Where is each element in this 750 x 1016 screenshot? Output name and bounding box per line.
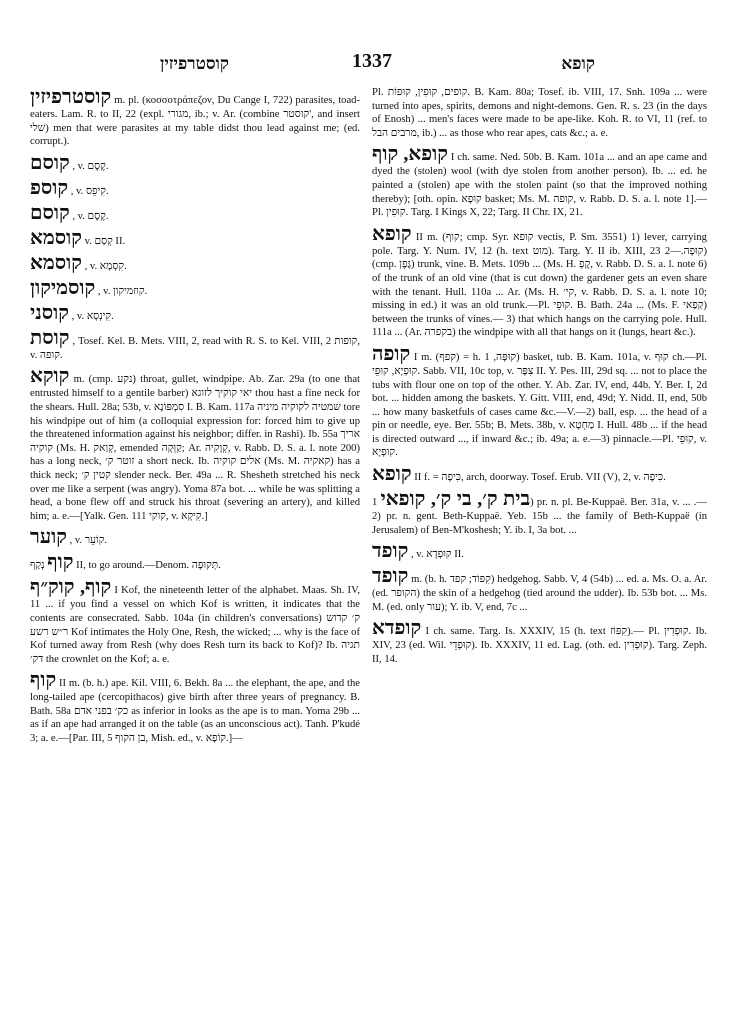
dictionary-entry (30, 302, 360, 324)
entry-text: II m. (קוף; cmp. Syr. קופא vectis, P. Sm. 3551) 1) lever, carrying pole. Targ. Y. Num. IV, 12 (h. text מוט). Targ. Y. II ib. XIII, 23 קוּפָה.—2) (cmp. גֶּפֶן) trunk, vine. B. Mets. 109b ... (Ms. H. קֶפָ, v. Rabb. D. S. a. l. note 6) of the trunk of an old vine (that is cut down) the gardener gets an even share with the tenant. Hull. 110a ... Ar. (Ms. H. קי׳, v. Rabb. D. S. a. l. note 10; missing in ed.) it was an old trunk.—Pl. קוּפֵי. B. Bath. 24a ... (Ms. F. קַפַאי) between the trunks of vines.— 3) that which hangs on the carrying pole. Hull. 111a ... (Ar. בקפרה) the windpipe with all that hangs on it (lungs, heart &c.). (372, 231, 708, 339)
entry-text: Pl. קופים, קוּפִין, קוּפוֹת. B. Kam. 80a; Tosef. ib. VIII, 17. Snh. 109a ... were turned into apes, spirits, demons and night-demons. Gen. R. s. 23 (in the days of Enosh) ... men's faces were made to be ape-like. Koh. R. to VI, 11 (ref. to מרבים הבל, ib.) ... as those who rear apes, cats &c.; a. e. (372, 87, 707, 139)
entry-text: , v. קֶסֶם. (72, 210, 109, 222)
dictionary-entry (30, 86, 360, 149)
entry-headword: קוסת (30, 326, 70, 349)
entry-text: , v. קִיפֵס. (70, 185, 109, 197)
running-head-left: קוסטרפיזין (160, 54, 229, 73)
entry-text: m. (b. h. קִפּוֹד; קפד) hedgehog. Sabb. V, 4 (54b) ... ed. a. Ms. O. a. Ar. (ed. הקופר) the skin of a hedgehog (tied around the udder). Ib. 53b bot. ... Ms. M. (ed. only עור); Y. ib. V, end, 7c ... (372, 574, 707, 613)
entry-text: 1) pr. n. pl. Be-Kuppaë. Ber. 31a, v. ... .—2) pr. n. gent. Beth-Kuppaë. Yeb. 15b ... the family of Beth-Kuppaë (in Jerusalem) of Ben-M'koshesh; Y. ib. I, 3a bot. ... (372, 497, 707, 536)
dictionary-entry (30, 152, 360, 174)
right-column (372, 86, 707, 670)
entry-text: , v. קוֹעֵר. (69, 535, 108, 547)
entry-headword: קופא (372, 463, 412, 486)
dictionary-entry (372, 617, 707, 666)
entry-headword: קוסמיקון (30, 276, 96, 299)
dictionary-entry (30, 576, 360, 666)
entry-headword: קופה (372, 342, 411, 365)
dictionary-entry (372, 86, 707, 140)
entry-text: I ch. same. Targ. Is. XXXIV, 15 (h. text קִפּוֹז).— Pl. קוּפְדִין. Ib. XIV, 23 (ed. Wil. קוּפְדֵי). Ib. XXXIV, 11 ed. Lag. (oth. ed. קוּפְדִין). Targ. Zeph. II, 14. (372, 626, 707, 666)
entry-headword: קופא (372, 222, 412, 245)
entry-headword: קוף, קוק״ף (30, 576, 112, 599)
dictionary-entry (30, 277, 360, 299)
left-column (30, 86, 360, 749)
page-number: 1337 (352, 50, 392, 72)
entry-text: I ch. same. Ned. 50b. B. Kam. 101a ... and an ape came and dyed the (stolen) wool (with dye stolen from another person). Ib. ... ed. he painted a (stolen) ape with the stolen paint (so that the improved nothing thereby); [oth. opin. קוּפָא basket; Ms. M. קופה, v. Rabb. D. S. a. l. note 1].—Pl. קוּפִין. Targ. I Kings X, 22; Targ. II Chr. IX, 21. (372, 152, 707, 219)
dictionary-entry (372, 343, 707, 460)
dictionary-entry (30, 252, 360, 274)
entry-text: , v. קִינְסָא. (71, 310, 114, 322)
entry-headword: קוער (30, 526, 67, 549)
dictionary-entry (30, 669, 360, 745)
entry-text: II f. = כִּיפָה, arch, doorway. Tosef. Erub. VII (V), 2, v. כִּיפָה. (414, 472, 666, 484)
entry-headword: קופד (372, 540, 409, 563)
dictionary-entry (30, 227, 360, 249)
entry-headword: קוסם (30, 151, 70, 174)
dictionary-entry (30, 526, 360, 548)
entry-headword: קוף (47, 551, 74, 574)
entry-text: II m. (b. h.) ape. Kil. VIII, 6. Bekh. 8a ... the elephant, the ape, and the long-tailed ape (cercopithacos) give birth after three years of pregnancy. B. Bath. 58a כק׳ בפני אדם as inferior in looks as the ape is to man. Yoma 29b ... as if an ape had arranged it on the table (as an unconscious act). Tanh. P'kudé 3; a. e.—[Par. III, 5 בן הקוף, Mish. ed., v. קוֹפָא.]— (30, 678, 360, 745)
entry-headword: קוף (30, 669, 57, 692)
dictionary-entry (372, 488, 707, 537)
dictionary-entry (30, 327, 360, 363)
entry-text: , Tosef. Kel. B. Mets. VIII, 2, read with R. S. to Kel. VIII, 2 קופות, v. קופה. (30, 335, 360, 361)
entry-text: m. pl. (κοσσοτράπεζον, Du Cange I, 722) parasites, toad-eaters. Lam. R. to II, 22 (expl. מגורי, ib.; v. Ar. (combine קוסטר', and insert שלי) men that were parasites at my table didst thou lead against me; (ed. corrupt.). (30, 95, 360, 148)
dictionary-entry (372, 223, 707, 340)
entry-text: , v. קוזמיקון. (97, 285, 148, 297)
entry-text: , v. קִסְמָא. (84, 260, 127, 272)
entry-headword: קוסמא (30, 251, 82, 274)
entry-headword: קוספ (30, 176, 69, 199)
entry-headword: קופדא (372, 617, 422, 640)
entry-headword: בית ק׳, בי ק׳, קופאי (380, 488, 531, 511)
entry-text: v. קְסַם II. (84, 235, 126, 247)
entry-text: , v. קֶסֶם. (72, 160, 109, 172)
entry-headword: קופא, קוף (372, 143, 448, 166)
dictionary-entry (372, 463, 707, 485)
entry-headword: קוסני (30, 301, 69, 324)
entry-headword: קוסם (30, 201, 70, 224)
entry-text: נְקַף II, to go around.—Denom. תְּקוּפָה. (30, 560, 221, 572)
entry-headword: קופד (372, 565, 409, 588)
entry-headword: קוסטרפיזין (30, 86, 112, 108)
dictionary-entry (30, 365, 360, 523)
entry-text: , v. קוּפְדָא II. (410, 549, 464, 561)
page-header (0, 40, 750, 73)
dictionary-entry (30, 177, 360, 199)
dictionary-entry (372, 143, 707, 219)
dictionary-entry (30, 551, 360, 573)
running-head-right: קופא (561, 54, 595, 73)
entry-headword: קוסמא (30, 226, 82, 249)
entry-headword: קוקא (30, 365, 70, 388)
entry-text: I m. (קפף) = h. קוּפָּה, 1) basket, tub. B. Kam. 101a, v. קוּף ch.—Pl. קוּפְיָא, קוּפֵי. Sabb. VII, 10c top, v. צִפָּר II. Y. Pes. III, 29d sq. ... not to place the tubs with flour one on top of the other. Y. Ab. Zar. IV, end, 44b. Y. Ber. I, 2d bot. ... hidden among the baskets. Y. Gitt. VIII, end, 49d; Y. Nidd. II, end, 50b ... how many basketfuls of cases came &c.—V.—2) ball, esp. ... the head of a pin or needle, eye. Ber. 55b; B. Mets. 38b, v. מַחְטָא I. Hull. 48b ... if the head is directed outward ..., if inward &c.; ib. 49a; a. e.—3) pinnacle.—Pl. קוּפֵי, v. קוּפְיָא. (372, 351, 708, 459)
entry-text: I Kof, the nineteenth letter of the alphabet. Maas. Sh. IV, 11 ... if you find a vessel on which Kof is written, it indicates that the contents are consecrated. Sabb. 104a (in children's conversations) ק׳ קדוש ר״ש רשע Kof intimates the Holy One, Resh, the wicked; ... why is the face of Kof turned away from Resh (why does Resh turn its back to Kof)? Ib. תגיה דק׳ the crownlet on the Kof; a. e. (30, 585, 361, 665)
dictionary-entry (30, 202, 360, 224)
entry-text: m. (cmp. נקע) throat, gullet, windpipe. Ab. Zar. 29a (to one that entrusted himself to a gentile barber) יאי קוקיך לזוגא thou hast a fine neck for the shears. Hull. 28a; 53b, v. סִמְפּוֹנָא I. B. Kam. 117a שמטיה לקוקיה מיניה tore his windpipe out of him (a colloquial expression for: forced him to give up the threatened information against his neighbor; differ. in Rashi). Ib. 55a אריך קוקיה (Ms. H. קְוַאק, emended קַוְּקָה; Ar. קְוָקִיה, v. Rabb. D. S. a. l. note 200) has a long neck, זוטר ק׳ a short neck. Ib. אלים קוקיה (Ms. M. קאקיה) has a thick neck; קטין ק׳ slender neck. Ber. 49a ... R. Shesheth stretched his neck over me like a serpent (was angry). Yoma 87a bot. ... while he was splitting a head, a bone flew off and struck his throat (severing an artery), and killed him; a. e.—[Yalk. Gen. 111 קוקי, v. קִיקָא.] (30, 374, 361, 522)
dictionary-entry (372, 565, 707, 614)
dictionary-entry (372, 540, 707, 562)
